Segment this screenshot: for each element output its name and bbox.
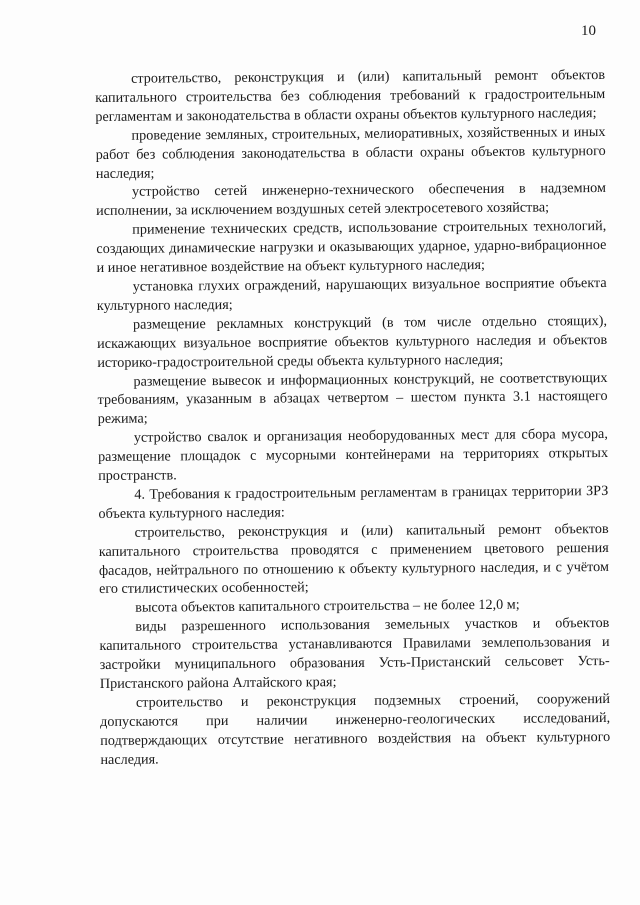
paragraph-requirement-facades: строительство, реконструкция и (или) капитальный ремонт объектов капитального строительства проводятся с применением цветового решения фасадов, нейтрального по отношению к объекту культурного наследия, и с учётом его стилистических особенностей; [98,520,609,598]
section-heading-urban-regulations: 4. Требования к градостроительным регламентам в границах территории ЗРЗ объекта культурного наследия: [98,482,609,522]
paragraph-prohibition-dumps: устройство свалок и организация необорудованных мест для сбора мусора, размещение площадок с мусорными контейнерами на территориях открытых пространств. [97,426,609,485]
document-body [95,66,610,770]
paragraph-prohibition-advertising: размещение рекламных конструкций (в том числе отдельно стоящих), искажающих визуальное восприятие объектов культурного наследия и объектов историко-градостроительной среды объекта культурного наследия; [97,312,608,371]
paragraph-requirement-underground: строительство и реконструкция подземных строений, сооружений допускаются при наличии инженерно-геологических исследований, подтверждающих отсутствие негативного воздействия на объект культурного наследия. [100,690,611,768]
paragraph-prohibition-networks: устройство сетей инженерно-технического обеспечения в надземном исполнении, за исключением воздушных сетей электросетевого хозяйства; [96,180,607,220]
paragraph-prohibition-fences: установка глухих ограждений, нарушающих визуальное восприятие объекта культурного наследия; [96,274,607,314]
paragraph-prohibition-construction: строительство, реконструкция и (или) капитальный ремонт объектов капитального строительства без соблюдения требований к градостроительным регламентам и законодательства в области охраны объектов культурного наследия; [95,66,606,125]
paragraph-prohibition-signage: размещение вывесок и информационных конструкций, не соответствующих требованиям, указанным в абзацах четвертом – шестом пункта 3.1 настоящего режима; [97,369,608,428]
paragraph-requirement-land-use: виды разрешенного использования земельных участков и объектов капитального строительства устанавливаются Правилами землепользования и застройки муниципального образования Усть-Пристанский сельсовет Усть-Пристанского района Алтайского края; [99,615,610,692]
paragraph-prohibition-earthworks: проведение земляных, строительных, мелиоративных, хозяйственных и иных работ без соблюдения законодательства в области охраны объектов культурного наследия; [95,123,606,182]
page-number: 10 [581,23,596,39]
paragraph-requirement-height: высота объектов капитального строительства – не более 12,0 м; [135,597,520,617]
paragraph-prohibition-dynamic-loads: применение технических средств, использование строительных технологий, создающих динамические нагрузки и оказывающих ударное, ударно-вибрационное и иное негативное воздействие на объект культурного наследия; [96,218,607,277]
